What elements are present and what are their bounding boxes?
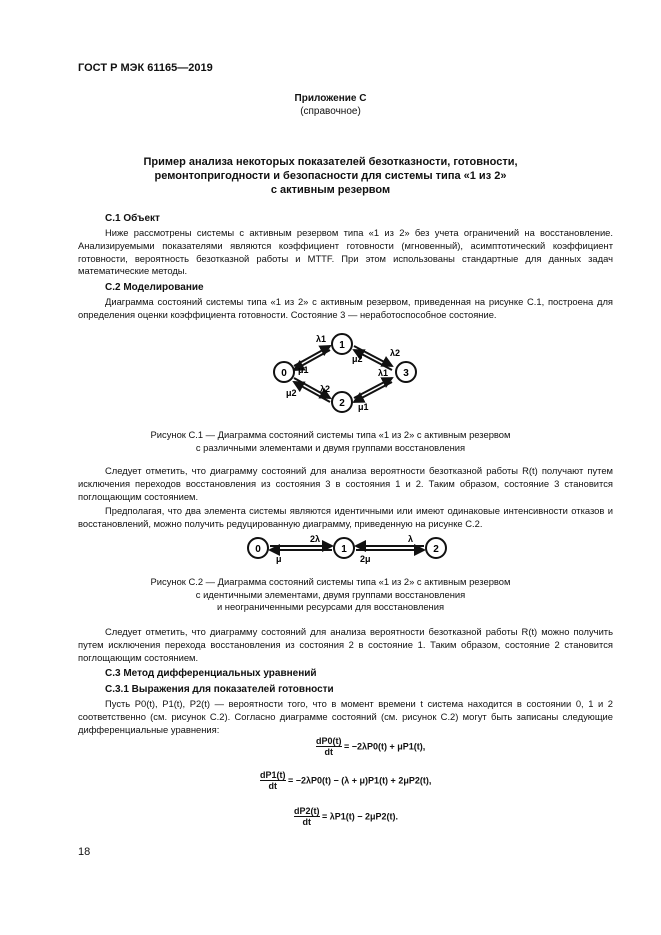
label-mu: μ xyxy=(276,554,282,564)
label-lambda2-a: λ2 xyxy=(390,348,401,358)
node-label-2: 2 xyxy=(433,544,439,555)
document-header: ГОСТ Р МЭК 61165—2019 xyxy=(78,62,213,74)
node-label-2: 2 xyxy=(339,398,345,409)
main-title-line2: ремонтопригодности и безопасности для системы типа «1 из 2» xyxy=(154,170,507,182)
paragraph-after-fig2 xyxy=(78,626,613,664)
main-title xyxy=(0,155,661,197)
eq2-denominator: dt xyxy=(260,780,286,791)
node-label-0: 0 xyxy=(281,368,287,379)
label-2mu: 2μ xyxy=(360,554,371,564)
appendix-type: (справочное) xyxy=(300,106,361,117)
figure-c2-caption-line3: и неограниченными ресурсами для восстановления xyxy=(216,601,445,613)
section-c1-heading: С.1 Объект xyxy=(105,213,160,224)
section-c2-heading: С.2 Моделирование xyxy=(105,282,204,293)
label-mu1-b: μ1 xyxy=(358,402,369,412)
equation-3 xyxy=(294,806,398,827)
section-c2-text: Диаграмма состояний системы типа «1 из 2» с активным резервом, приведенная на рисунке С.1, построена для определения оценки коэффициента готовности. Состояние 3 — неработоспособное состояние. xyxy=(78,296,613,320)
label-lambda1-a: λ1 xyxy=(316,334,327,344)
figure-c1-caption xyxy=(0,429,661,454)
eq1-numerator: dP0(t) xyxy=(316,736,342,746)
label-lambda2-b: λ2 xyxy=(320,384,331,394)
label-lambda1-b: λ1 xyxy=(378,368,389,378)
figure-c2-caption-line1: Рисунок С.2 — Диаграмма состояний системы типа «1 из 2» с активным резервом xyxy=(150,576,511,587)
section-c2-paragraph xyxy=(78,296,613,322)
paragraph-after-fig1-2-text: Предполагая, что два элемента системы являются идентичными или имеют одинаковые интенсивности отказов и восстановлений, можно получить редуцированную диаграмму, приведенную на рисунке С.2. xyxy=(78,505,613,529)
eq2-numerator: dP1(t) xyxy=(260,770,286,780)
main-title-line3: с активным резервом xyxy=(270,184,391,196)
label-lambda: λ xyxy=(408,534,414,544)
subsection-c31-heading: С.3.1 Выражения для показателей готовности xyxy=(105,684,334,695)
figure-c1-caption-line2: с различными элементами и двумя группами восстановления xyxy=(195,441,466,453)
equation-1 xyxy=(316,736,425,757)
label-mu2-b: μ2 xyxy=(286,388,297,398)
node-label-1: 1 xyxy=(339,340,345,351)
figure-c1-diagram xyxy=(260,328,430,424)
figure-c1-caption-line1: Рисунок С.1 — Диаграмма состояний системы типа «1 из 2» с активным резервом xyxy=(150,429,511,440)
paragraph-after-fig1-2 xyxy=(78,505,613,531)
section-c3-heading: С.3 Метод дифференциальных уравнений xyxy=(105,668,317,679)
eq3-denominator: dt xyxy=(294,816,320,827)
eq3-rhs: = λP1(t) − 2μP2(t). xyxy=(322,811,399,822)
section-c1-paragraph xyxy=(78,227,613,278)
eq1-rhs: = −2λP0(t) + μP1(t), xyxy=(344,741,426,752)
label-2lambda: 2λ xyxy=(310,534,321,544)
edge-3-2 xyxy=(354,382,392,402)
node-label-1: 1 xyxy=(341,544,347,555)
label-mu2-a: μ2 xyxy=(352,354,363,364)
paragraph-after-fig1-1 xyxy=(78,465,613,503)
paragraph-after-fig1-1-text: Следует отметить, что диаграмму состояний для анализа вероятности безотказной работы R(t) получают путем исключения переходов восстановления из состояния 3 в состояния 1 и 2. Таким образом, состояние 3 становится поглощающим состоянием. xyxy=(78,465,613,502)
appendix-title: Приложение С xyxy=(294,93,367,104)
section-c1-text: Ниже рассмотрены системы с активным резервом типа «1 из 2» без учета ограничений на восстановление. Анализируемыми показателями являются коэффициент готовности (мгновенный), асимптотический коэффициент готовности, вероятность безотказной работы и MTTF. При этом использованы стандартные для данных задач математические методы. xyxy=(78,227,613,277)
node-label-0: 0 xyxy=(255,544,261,555)
edge-0-1 xyxy=(294,346,330,366)
paragraph-after-fig2-text: Следует отметить, что диаграмму состояний для анализа вероятности безотказной работы R(t) можно получить путем исключения перехода восстановления из состояния 2 в состояние 1. Таким образом, состояние 2 становится поглощающим состоянием. xyxy=(78,626,613,663)
equation-2 xyxy=(260,770,431,791)
eq2-rhs: = −2λP0(t) − (λ + μ)P1(t) + 2μP2(t), xyxy=(288,775,432,786)
main-title-line1: Пример анализа некоторых показателей безотказности, готовности, xyxy=(143,156,518,168)
edge-2-3 xyxy=(354,378,392,398)
figure-c2-diagram xyxy=(240,532,460,566)
page-number: 18 xyxy=(78,846,91,858)
figure-c2-caption-line2: с идентичными элементами, двумя группами восстановления xyxy=(195,588,466,600)
figure-c2-caption xyxy=(0,576,661,614)
section-c31-paragraph xyxy=(78,698,613,736)
label-mu1-a: μ1 xyxy=(298,365,309,375)
section-c31-text: Пусть P0(t), P1(t), P2(t) — вероятности того, что в момент времени t система находится в состоянии 0, 1 и 2 соответственно (см. рисунок С.2). Согласно диаграмме состояний (см. рисунок С.2) могут быть записаны следующие дифференциальные уравнения: xyxy=(78,698,613,735)
node-label-3: 3 xyxy=(403,368,409,379)
eq3-numerator: dP2(t) xyxy=(294,806,320,816)
eq1-denominator: dt xyxy=(316,746,342,757)
